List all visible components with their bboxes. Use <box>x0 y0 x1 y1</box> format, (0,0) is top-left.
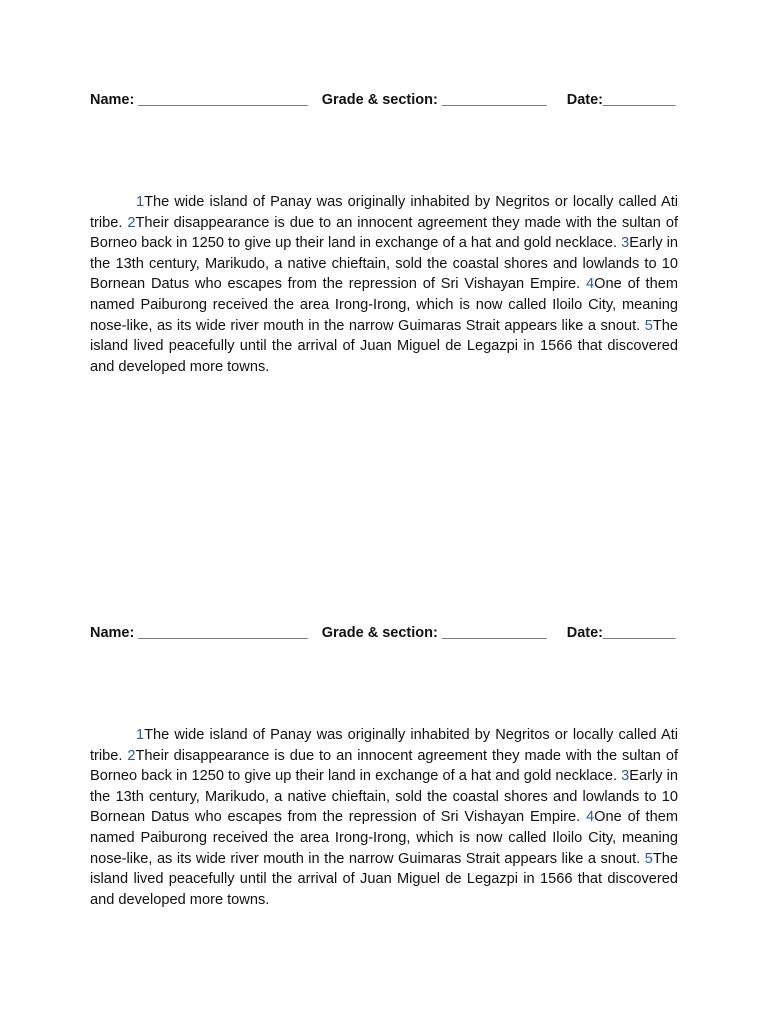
sentence-text: The island lived peacefully until the arrival of Juan Miguel de Legazpi in 1566 that discovered and developed more towns. <box>90 850 678 908</box>
sentence-text: Early in the 13th century, Marikudo, a native chieftain, sold the coastal shores and lowlands to 10 Bornean Datus who escapes from the repression of Sri Vishayan Empire. <box>90 768 678 826</box>
sentence-text: Their disappearance is due to an innocent agreement they made with the sultan of Borneo back in 1250 to give up their land in exchange of a hat and gold necklace. <box>90 747 678 785</box>
name-field[interactable]: Name: _____________________ <box>90 92 308 108</box>
sentence-number: 1 <box>136 727 145 743</box>
sentence-text: One of them named Paiburong received the area Irong-Irong, which is now called Iloilo City, meaning nose-like, as its wide river mouth in the narrow Guimaras Strait appears like a snout. <box>90 276 678 334</box>
sentence-text: The wide island of Panay was originally inhabited by Negritos or locally called Ati tribe. <box>90 727 678 764</box>
worksheet-2 <box>90 623 678 925</box>
worksheet-1 <box>90 90 678 392</box>
sentence-number: 1 <box>136 194 145 210</box>
grade-section-field[interactable]: Grade & section: _____________ <box>321 625 547 641</box>
reading-paragraph <box>90 192 678 377</box>
sentence-text: The island lived peacefully until the arrival of Juan Miguel de Legazpi in 1566 that discovered and developed more towns. <box>90 317 678 375</box>
worksheet-header <box>90 90 678 110</box>
sentence-number: 3 <box>621 235 630 252</box>
sentence-text: Early in the 13th century, Marikudo, a native chieftain, sold the coastal shores and lowlands to 10 Bornean Datus who escapes from the repression of Sri Vishayan Empire. <box>90 235 678 293</box>
sentence-text: Their disappearance is due to an innocent agreement they made with the sultan of Borneo back in 1250 to give up their land in exchange of a hat and gold necklace. <box>90 214 678 252</box>
sentence-text: The wide island of Panay was originally inhabited by Negritos or locally called Ati tribe. <box>90 194 678 231</box>
worksheet-header <box>90 623 678 643</box>
name-field[interactable]: Name: _____________________ <box>90 625 308 641</box>
date-field[interactable]: Date:_________ <box>566 92 676 108</box>
date-field[interactable]: Date:_________ <box>566 625 676 641</box>
sentence-text: One of them named Paiburong received the area Irong-Irong, which is now called Iloilo City, meaning nose-like, as its wide river mouth in the narrow Guimaras Strait appears like a snout. <box>90 809 678 867</box>
sentence-number: 5 <box>644 850 653 867</box>
sentence-number: 4 <box>586 809 595 826</box>
grade-section-field[interactable]: Grade & section: _____________ <box>321 92 547 108</box>
sentence-number: 2 <box>127 747 136 764</box>
sentence-number: 3 <box>621 768 630 785</box>
sentence-number: 2 <box>127 214 136 231</box>
reading-paragraph <box>90 725 678 910</box>
sentence-number: 5 <box>644 317 653 334</box>
sentence-number: 4 <box>586 276 595 293</box>
